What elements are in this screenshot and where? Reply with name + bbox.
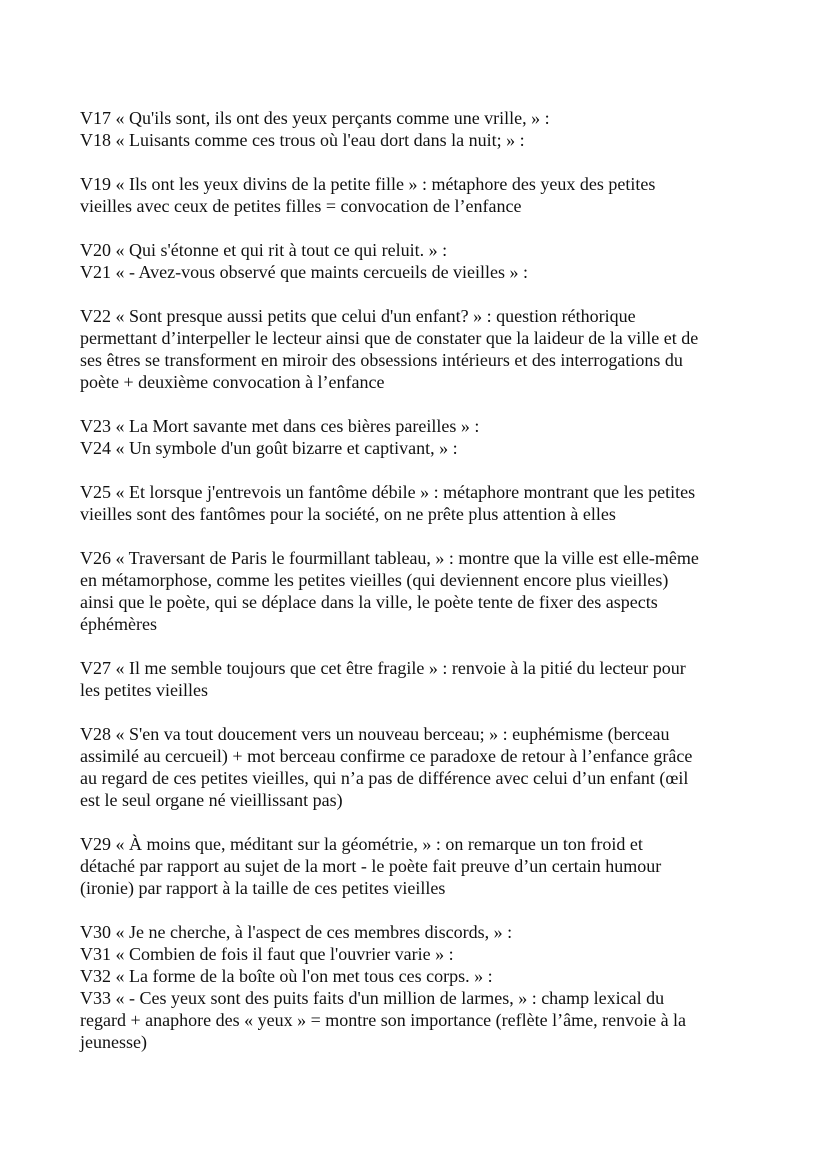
text-line: au regard de ces petites vieilles, qui n’a pas de différence avec celui d’un enfant (œil <box>80 768 689 788</box>
text-line: vieilles sont des fantômes pour la société, on ne prête plus attention à elles <box>80 504 616 524</box>
text-line: V30 « Je ne cherche, à l'aspect de ces membres discords, » : <box>80 922 513 942</box>
text-line: V31 « Combien de fois il faut que l'ouvrier varie » : <box>80 944 454 964</box>
paragraph <box>80 481 699 525</box>
text-line: poète + deuxième convocation à l’enfance <box>80 372 385 392</box>
text-line: V21 « - Avez-vous observé que maints cercueils de vieilles » : <box>80 262 529 282</box>
paragraph <box>80 305 699 393</box>
text-line: les petites vieilles <box>80 680 208 700</box>
text-line: regard + anaphore des « yeux » = montre son importance (reflète l’âme, renvoie à la <box>80 1010 687 1030</box>
text-line: est le seul organe né vieillissant pas) <box>80 790 343 810</box>
text-line: jeunesse) <box>80 1032 147 1052</box>
paragraph <box>80 107 699 151</box>
text-line: V33 « - Ces yeux sont des puits faits d'un million de larmes, » : champ lexical du <box>80 988 665 1008</box>
text-line: (ironie) par rapport à la taille de ces petites vieilles <box>80 878 446 898</box>
text-line: V19 « Ils ont les yeux divins de la petite fille » : métaphore des yeux des petites <box>80 174 656 194</box>
text-line: V22 « Sont presque aussi petits que celui d'un enfant? » : question réthorique <box>80 306 636 326</box>
text-line: permettant d’interpeller le lecteur ainsi que de constater que la laideur de la ville et de <box>80 328 699 348</box>
text-line: V27 « Il me semble toujours que cet être fragile » : renvoie à la pitié du lecteur pour <box>80 658 686 678</box>
text-line: V17 « Qu'ils sont, ils ont des yeux perçants comme une vrille, » : <box>80 108 550 128</box>
text-line: en métamorphose, comme les petites vieilles (qui deviennent encore plus vieilles) <box>80 570 669 590</box>
text-line: V32 « La forme de la boîte où l'on met tous ces corps. » : <box>80 966 493 986</box>
text-line: V29 « À moins que, méditant sur la géométrie, » : on remarque un ton froid et <box>80 834 643 854</box>
text-line: V26 « Traversant de Paris le fourmillant tableau, » : montre que la ville est elle-même <box>80 548 699 568</box>
text-line: V24 « Un symbole d'un goût bizarre et captivant, » : <box>80 438 458 458</box>
text-line: V28 « S'en va tout doucement vers un nouveau berceau; » : euphémisme (berceau <box>80 724 670 744</box>
paragraph <box>80 173 699 217</box>
text-line: V25 « Et lorsque j'entrevois un fantôme débile » : métaphore montrant que les petites <box>80 482 696 502</box>
paragraph <box>80 833 699 899</box>
text-line: éphémères <box>80 614 157 634</box>
text-line: ainsi que le poète, qui se déplace dans la ville, le poète tente de fixer des aspects <box>80 592 658 612</box>
text-line: V18 « Luisants comme ces trous où l'eau dort dans la nuit; » : <box>80 130 525 150</box>
text-line: V23 « La Mort savante met dans ces bières pareilles » : <box>80 416 480 436</box>
paragraph <box>80 415 699 459</box>
text-line: détaché par rapport au sujet de la mort - le poète fait preuve d’un certain humour <box>80 856 662 876</box>
text-line: ses êtres se transforment en miroir des obsessions intérieurs et des interrogations du <box>80 350 683 370</box>
document-body <box>80 107 699 1075</box>
paragraph <box>80 657 699 701</box>
text-line: V20 « Qui s'étonne et qui rit à tout ce qui reluit. » : <box>80 240 448 260</box>
text-line: vieilles avec ceux de petites filles = convocation de l’enfance <box>80 196 522 216</box>
paragraph <box>80 921 699 1053</box>
paragraph <box>80 723 699 811</box>
paragraph <box>80 239 699 283</box>
text-line: assimilé au cercueil) + mot berceau confirme ce paradoxe de retour à l’enfance grâce <box>80 746 693 766</box>
paragraph <box>80 547 699 635</box>
